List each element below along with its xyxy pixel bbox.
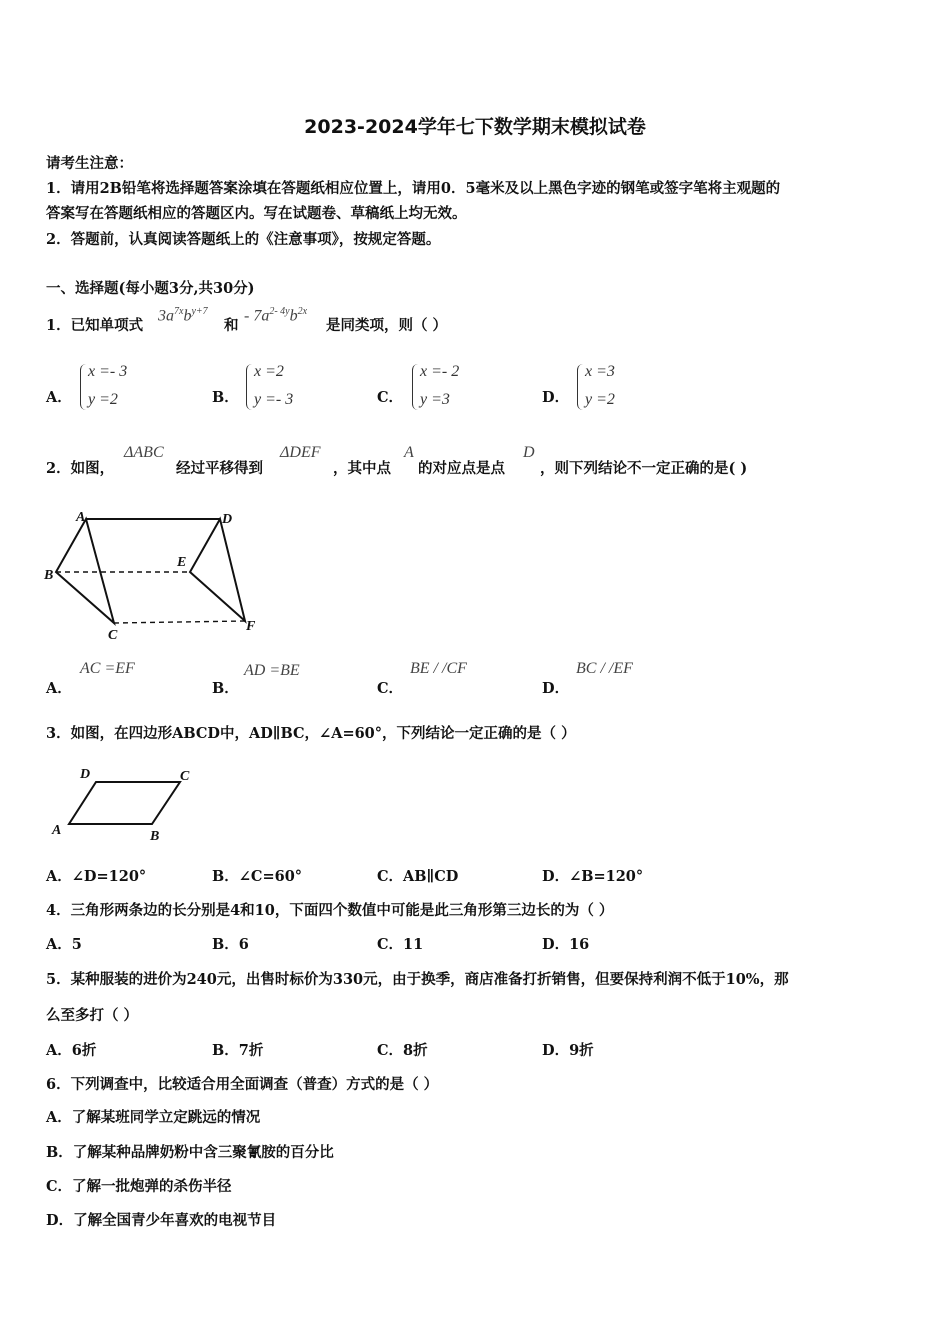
q2-option-a-label: A． — [46, 680, 72, 697]
q2-option-b-text: AD =BE — [244, 662, 300, 679]
q5-option-a: A．6折 — [46, 1042, 97, 1059]
q2-option-b-label: B． — [212, 680, 239, 697]
q1-option-a-label: A． — [46, 389, 72, 406]
q3-figure-quadrilateral — [44, 760, 204, 845]
notice-line-2: 2．答题前，认真阅读答题纸上的《注意事项》，按规定答题。 — [46, 231, 441, 248]
q3-option-b: B．∠C=60° — [212, 868, 303, 885]
label-e: E — [177, 555, 187, 570]
q2-pre: 2．如图， — [46, 460, 115, 477]
triangle-def — [190, 519, 245, 621]
label-d: D — [80, 767, 91, 782]
q3-option-d: D．∠B=120° — [542, 868, 644, 885]
page-title: 2023-2024学年七下数学期末模拟试卷 — [304, 116, 646, 138]
q4-option-b: B．6 — [212, 936, 249, 953]
q4-option-a: A．5 — [46, 936, 82, 953]
q1-option-b-system: x =2 y =- 3 — [254, 363, 294, 408]
label-c: C — [108, 628, 118, 643]
label-b: B — [150, 829, 160, 844]
q6-option-c: C．了解一批炮弹的杀伤半径 — [46, 1178, 232, 1195]
q5-option-d: D．9折 — [542, 1042, 594, 1059]
q3-option-a: A．∠D=120° — [46, 868, 147, 885]
notice-heading: 请考生注意： — [46, 155, 133, 172]
label-a: A — [76, 510, 86, 525]
q1-pre: 1．已知单项式 — [46, 317, 144, 334]
q2-option-c-label: C． — [377, 680, 404, 697]
q3-option-c: C．AB∥CD — [377, 868, 459, 885]
q5-option-b: B．7折 — [212, 1042, 264, 1059]
q1-option-d-label: D． — [542, 389, 570, 406]
label-a: A — [52, 823, 62, 838]
q1-option-b-brace — [246, 364, 252, 410]
q6-text: 6．下列调查中，比较适合用全面调查（普查）方式的是（ ） — [46, 1076, 439, 1093]
q1-option-c-brace — [412, 364, 418, 410]
notice-line-1b: 答案写在答题纸相应的答题区内。写在试题卷、草稿纸上均无效。 — [46, 205, 467, 222]
q2-option-a-text: AC =EF — [80, 660, 135, 677]
q1-option-b-label: B． — [212, 389, 239, 406]
q2-mid2: ，其中点 — [333, 460, 391, 477]
q6-option-a: A．了解某班同学立定跳远的情况 — [46, 1109, 261, 1126]
q2-point-d: D — [523, 444, 535, 461]
q2-figure-translation — [40, 505, 270, 645]
q3-text: 3．如图，在四边形ABCD中，AD∥BC，∠A=60°，下列结论一定正确的是（ ） — [46, 725, 576, 742]
q5-text: 5．某种服装的进价为240元，出售时标价为330元，由于换季，商店准备打折销售，但要保持利润不低于10%，那 — [46, 971, 789, 988]
q6-option-d: D．了解全国青少年喜欢的电视节目 — [46, 1212, 277, 1229]
q1-option-d-brace — [577, 364, 583, 410]
q2-option-c-text: BE / /CF — [410, 660, 467, 677]
q1-term2: - $7a^{2- 4y}b^{2x}$ — [244, 306, 308, 325]
q2-post: ，则下列结论不一定正确的是( ) — [540, 460, 748, 477]
q1-option-d-system: x =3 y =2 — [585, 363, 615, 408]
q4-text: 4．三角形两条边的长分别是4和10，下面四个数值中可能是此三角形第三边长的为（ ） — [46, 902, 614, 919]
q6-option-b: B．了解某种品牌奶粉中含三聚氰胺的百分比 — [46, 1144, 334, 1161]
label-b: B — [44, 568, 54, 583]
notice-line-1: 1．请用2B铅笔将选择题答案涂填在答题纸相应位置上，请用0．5毫米及以上黑色字迹的钢笔或签字笔将主观题的 — [46, 180, 781, 197]
q2-abc: ΔABC — [124, 444, 164, 461]
q2-point-a: A — [404, 444, 414, 461]
q2-mid3: 的对应点是点 — [418, 460, 505, 477]
label-f: F — [246, 619, 256, 634]
label-d: D — [222, 512, 233, 527]
q5-text-2: 么至多打（ ） — [46, 1007, 139, 1024]
q2-def: ΔDEF — [280, 444, 321, 461]
segment-cf — [114, 621, 245, 623]
q1-mid: 和 — [224, 317, 239, 334]
quadrilateral-abcd — [69, 782, 180, 824]
q1-option-a-brace — [80, 364, 86, 410]
q2-option-d-label: D． — [542, 680, 570, 697]
q1-option-c-system: x =- 2 y =3 — [420, 363, 460, 408]
section-heading: 一、选择题(每小题3分,共30分) — [46, 280, 255, 297]
triangle-abc — [56, 519, 114, 623]
q2-option-d-text: BC / /EF — [576, 660, 633, 677]
q1-post: 是同类项，则（ ） — [326, 317, 448, 334]
label-c: C — [180, 769, 190, 784]
q5-option-c: C．8折 — [377, 1042, 428, 1059]
q1-option-a-system: x =- 3 y =2 — [88, 363, 128, 408]
q4-option-c: C．11 — [377, 936, 424, 953]
q1-term1: $3a^{7x}b^{y+7}$ — [158, 306, 208, 325]
q2-mid1: 经过平移得到 — [176, 460, 263, 477]
q4-option-d: D．16 — [542, 936, 590, 953]
q1-option-c-label: C． — [377, 389, 404, 406]
